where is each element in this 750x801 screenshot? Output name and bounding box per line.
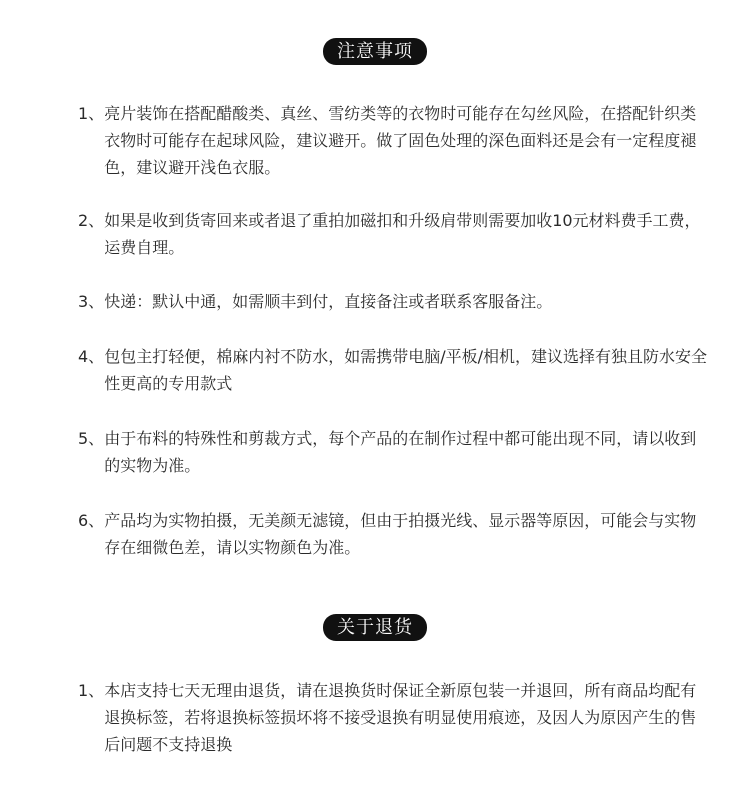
list-item: [78, 288, 708, 315]
list-item: [78, 677, 708, 758]
list-item: [78, 425, 708, 479]
item-text: 本店支持七天无理由退货，请在退换货时保证全新原包装一并退回，所有商品均配有退换标签，若将退换标签损坏将不接受退换有明显使用痕迹，及因人为原因产生的售后问题不支持退换: [104, 681, 697, 754]
item-text: 产品均为实物拍摄，无美颜无滤镜，但由于拍摄光线、显示器等原因，可能会与实物存在细微色差，请以实物颜色为准。: [104, 511, 697, 557]
list-item: [78, 207, 708, 261]
item-number: 4、: [78, 347, 105, 366]
item-number: 5、: [78, 429, 105, 448]
item-number: 1、: [78, 681, 105, 700]
item-text: 包包主打轻便，棉麻内衬不防水，如需携带电脑/平板/相机，建议选择有独且防水安全性更高的专用款式: [104, 347, 707, 393]
item-text: 亮片装饰在搭配醋酸类、真丝、雪纺类等的衣物时可能存在勾丝风险，在搭配针织类衣物时可能存在起球风险，建议避开。做了固色处理的深色面料还是会有一定程度褪色，建议避开浅色衣服。: [104, 104, 697, 177]
item-number: 1、: [78, 104, 105, 123]
list-item: [78, 507, 708, 561]
section-title-notes: 注意事项: [323, 38, 427, 65]
item-number: 3、: [78, 292, 105, 311]
item-text: 快递：默认中通，如需顺丰到付，直接备注或者联系客服备注。: [104, 292, 553, 311]
list-item: [78, 100, 708, 181]
list-item: [78, 343, 708, 397]
item-text: 由于布料的特殊性和剪裁方式，每个产品的在制作过程中都可能出现不同，请以收到的实物为准。: [104, 429, 697, 475]
item-number: 6、: [78, 511, 105, 530]
item-number: 2、: [78, 211, 105, 230]
section-title-returns: 关于退货: [323, 614, 427, 641]
item-text: 如果是收到货寄回来或者退了重拍加磁扣和升级肩带则需要加收10元材料费手工费，运费自理。: [104, 211, 701, 257]
